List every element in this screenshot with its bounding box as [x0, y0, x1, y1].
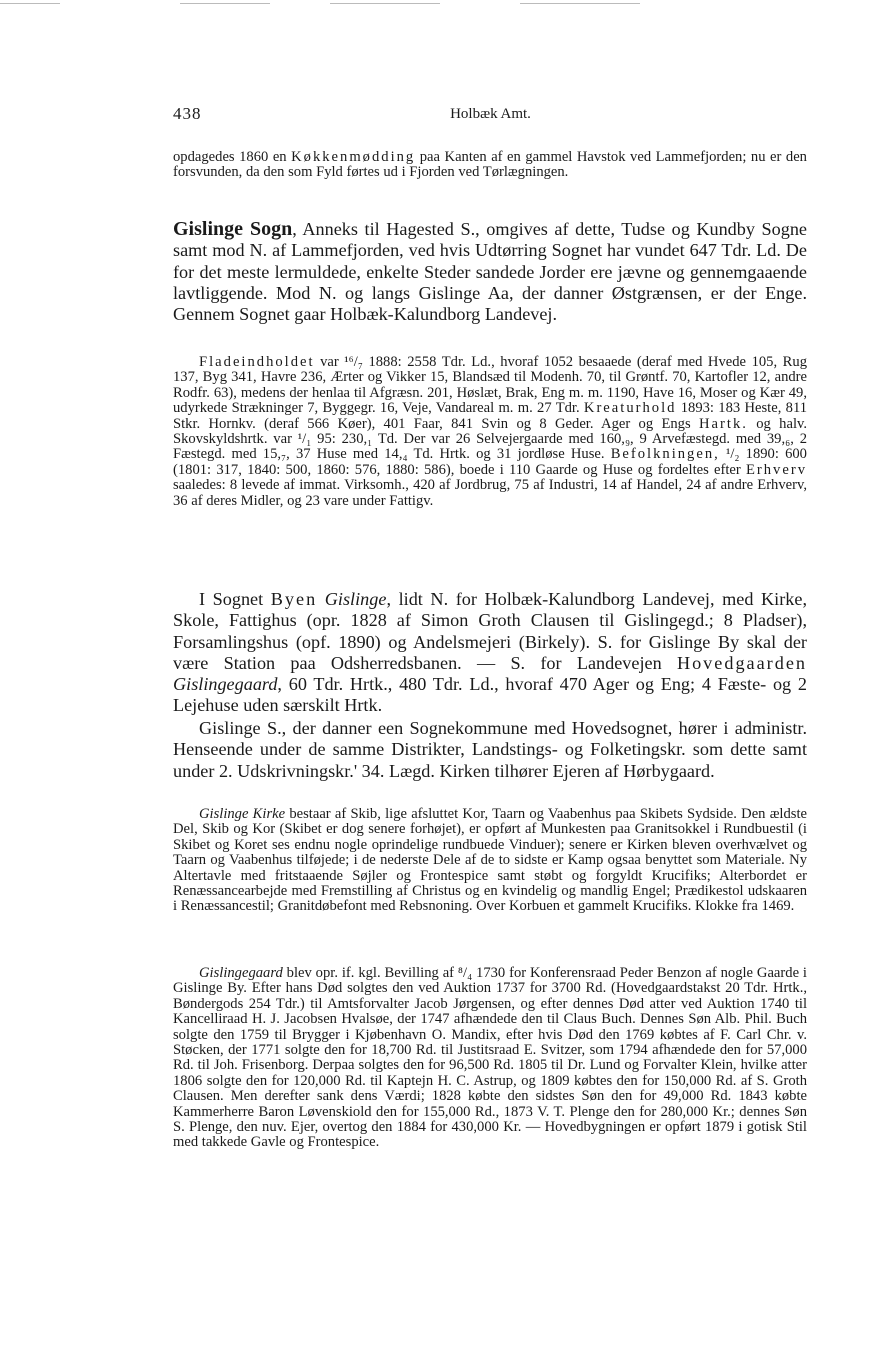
p2-block [173, 355, 807, 509]
estate-history-paragraph: Gislingegaard blev opr. if. kgl. Bevilling af ⁸/₄ 1730 for Konferensraad Peder Benzon af nogle Gaarde i Gislinge By. Efter hans Død solgtes den ved Auktion 1737 for 3700 Rd. (Hovedgaardstakst 20 Tdr. Hrtk., Bøndergods 254 Tdr.) til Amtsforvalter Jacob Jørgensen, og efter dennes Død atter ved Auktion 1740 til Kancelliraad H. J. Jacobsen Hvalsøe, der 1747 afhændede den til Claus Buch. Dennes Søn Alb. Phil. Buch solgte den 1759 til Brygger i Kjøbenhavn O. Mandix, efter hvis Død den 1769 købtes af F. Carl Chr. v. Støcken, der 1771 solgte den for 18,700 Rd. til Justitsraad E. Svitzer, som 1794 afhændede den for 57,000 Rd. til Joh. Frisenborg. Derpaa solgtes den for 96,500 Rd. 1805 til Dr. Lund og Forvalter Klein, hvilke atter 1806 solgte den for 120,000 Rd. til Kaptejn H. C. Astrup, og 1809 købtes den for 150,000 Rd. af S. Groth Clausen. Men derefter sank dens Værdi; 1828 købte den sidstes Søn den for 49,000 Rd. 1843 købte Kammerherre Baron Løvenskiold den for 155,000 Rd., 1873 V. T. Plenge den for 280,000 Kr.; dennes Søn S. Plenge, den nuv. Ejer, overtog den 1884 for 430,000 Kr. — Hovedbygningen er opført 1879 i gotisk Stil med takkede Gavle og Frontespice. [173, 965, 807, 1151]
p4-block [173, 718, 807, 782]
scan-edge-line [520, 3, 640, 4]
scan-edge-line [330, 3, 440, 4]
running-header [173, 104, 808, 126]
section-paragraph: Gislinge Sogn, Anneks til Hagested S., omgives af dette, Tudse og Kundby Sogne samt mod N. af Lammefjorden, ved hvis Udtørring Sognet har vundet 647 Tdr. Ld. De for det meste lermuldede, enkelte Steder sandede Jorder ere jævne og gennemgaaende lavtliggende. Mod N. og langs Gislinge Aa, der danner Østgrænsen, er der Enge. Gennem Sognet gaar Holbæk-Kalundborg Landevej. [173, 218, 807, 325]
scan-edge-line [180, 3, 270, 4]
paragraph: opdagedes 1860 en Køkkenmødding paa Kanten af en gammel Havstok ved Lammefjorden; nu er den forsvunden, da den som Fyld førtes ud i Fjorden ved Tørlægningen. [173, 149, 807, 181]
scan-edge-line [0, 3, 60, 4]
section-heading: Gislinge Sogn [173, 218, 293, 240]
running-title: Holbæk Amt. [450, 106, 531, 122]
paragraph: I Sognet Byen Gislinge, lidt N. for Holbæk-Kalundborg Landevej, med Kirke, Skole, Fattighus (opr. 1828 af Simon Groth Clausen til Gislingegd.; 8 Pladser), Forsamlingshus (opf. 1890) og Andelsmejeri (Birkely). S. for Gislinge By skal der være Station paa Odsherredsbanen. — S. for Landevejen Hovedgaarden Gislingegaard, 60 Tdr. Hrtk., 480 Tdr. Ld., hvoraf 470 Ager og Eng; 4 Fæste- og 2 Lejehuse uden særskilt Hrtk. [173, 589, 807, 716]
page-number: 438 [173, 104, 202, 123]
spaced-term: Køkkenmødding [291, 149, 416, 165]
p1-block [173, 219, 807, 325]
p0-block [173, 150, 807, 181]
p3-block [173, 589, 807, 717]
p5-block [173, 807, 807, 915]
church-paragraph: Gislinge Kirke bestaar af Skib, lige afsluttet Kor, Taarn og Vaabenhus paa Skibets Sydside. Den ældste Del, Skib og Kor (Skibet er dog senere forhøjet), er opført af Munkesten paa Granitsokkel i Rundbuestil (i Skibet og Koret ses endnu nogle oprindelige rundbuede Vinduer); senere er Kirken bleven overhvælvet og Taarn og Vaabenhus tilføjede; i de nederste Dele af de to sidste er Kamp ogsaa benyttet som Materiale. Ny Altertavle med fritstaaende Søjler og Frontespice samt støbt og forgyldt Krucifiks; Alterbordet er Renæssancearbejde med Fremstilling af Christus og en kvindelig og mandlig Engel; Prædikestol udskaaren i Renæssancestil; Granitdøbefont med Rebsnoning. Over Korbuen et gammelt Krucifiks. Klokke fra 1469. [173, 806, 807, 915]
statistics-paragraph: Fladeindholdet var ¹⁶/₇ 1888: 2558 Tdr. Ld., hvoraf 1052 besaaede (deraf med Hvede 105, Rug 137, Byg 341, Havre 236, Ærter og Vikker 15, Blandsæd til Modenh. 70, til Grøntf. 70, Kartofler 12, andre Rodfr. 63), medens der henlaa til Afgræsn. 201, Høslæt, Brak, Eng m. m. 1190, Have 16, Moser og Kær 49, udyrkede Strækninger 7, Byggegr. 16, Veje, Vandareal m. m. 27 Tdr. Kreaturhold 1893: 183 Heste, 811 Stkr. Hornkv. (deraf 566 Køer), 401 Faar, 841 Svin og 8 Geder. Ager og Engs Hartk. og halv. Skovskyldshrtk. var ¹/₁ 95: 230,₁ Td. Der var 26 Selvejergaarde med 160,₉, 9 Arvefæstegd. med 39,₆, 2 Fæstegd. med 15,₇, 37 Huse med 14,₄ Td. Hrtk. og 31 jordløse Huse. Befolkningen, ¹/₂ 1890: 600 (1801: 317, 1840: 500, 1860: 576, 1880: 586), boede i 110 Gaarde og Huse og fordeltes efter Erhverv saaledes: 8 levede af immat. Virksomh., 420 af Jordbrug, 75 af Industri, 14 af Handel, 24 af andre Erhverv, 36 af deres Midler, og 23 vare under Fattigv. [173, 354, 808, 509]
italic-term: Gislingegaard [199, 965, 283, 981]
italic-term: Gislinge Kirke [199, 806, 286, 822]
paragraph: Gislinge S., der danner een Sognekommune med Hovedsognet, hører i administr. Henseende under de samme Distrikter, Landstings- og Folketingskr. som dette samt under 2. Udskrivningskr.' 34. Lægd. Kirken tilhører Ejeren af Hørbygaard. [173, 718, 807, 781]
p6-block [173, 966, 807, 1151]
